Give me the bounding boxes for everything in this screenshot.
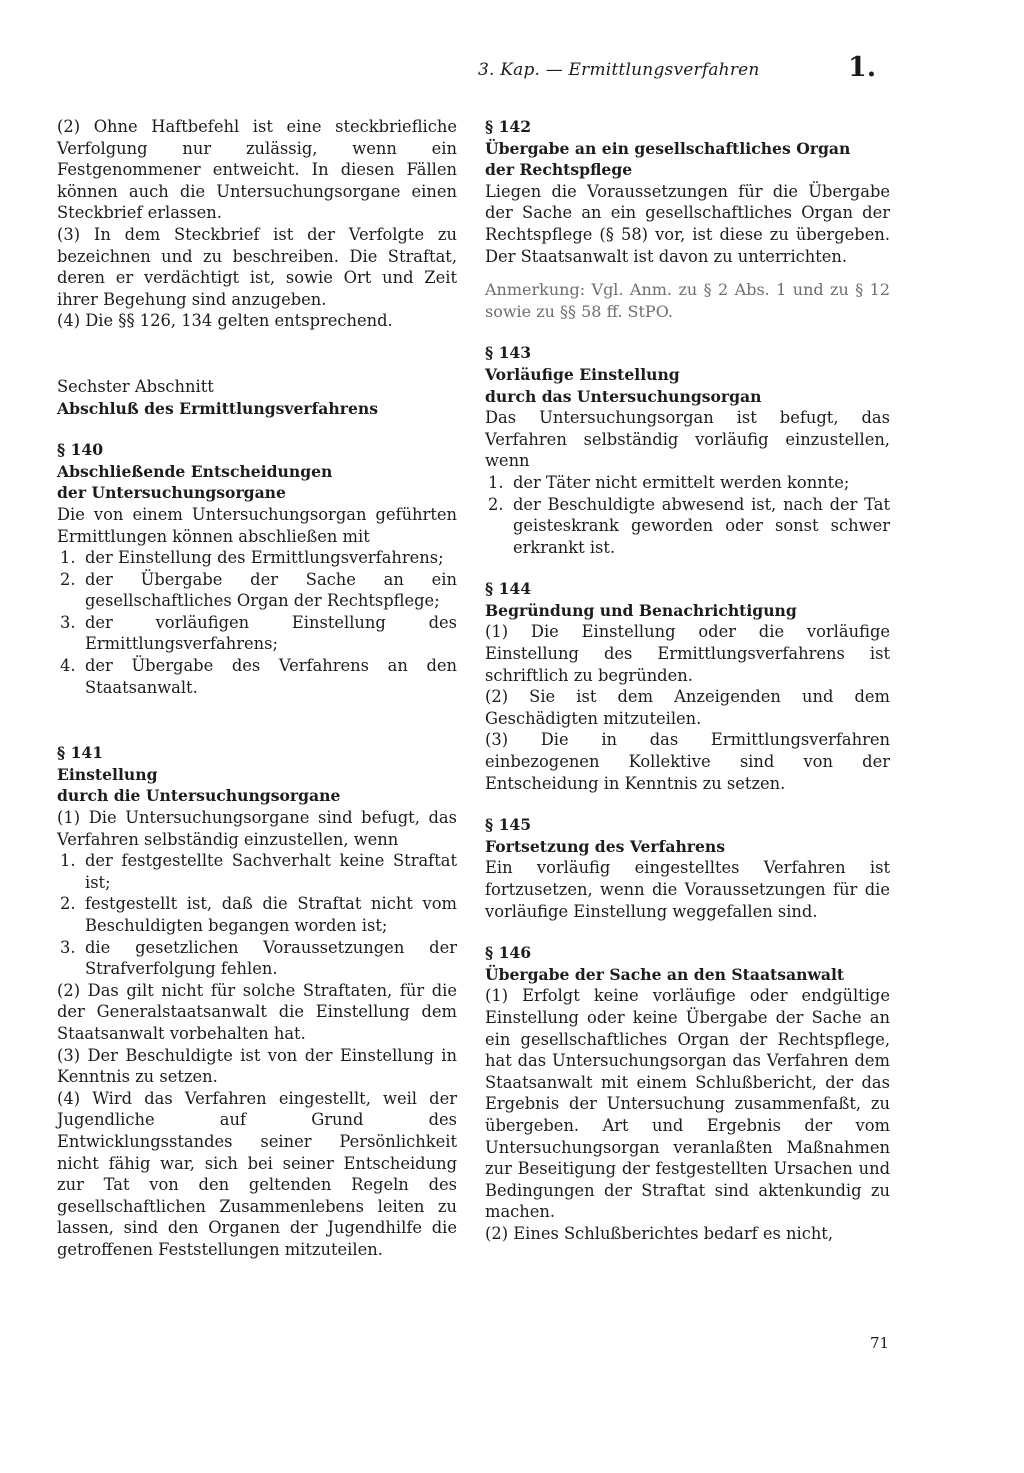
heading-140-line-2: der Untersuchungsorgane [57,483,286,503]
page-number: 71 [870,1334,890,1352]
list-140 [57,547,457,698]
paragraph-number-144: § 144 [485,579,532,599]
paragraph-141-1: (1) Die Untersuchungsorgane sind befugt, das Verfahren selbständig einzustellen, wenn [57,808,457,849]
list-item: 2. der Beschuldigte abwesend ist, nach der Tat geisteskrank geworden oder sonst schwer erkrankt ist. [488,494,890,557]
section-label: Sechster Abschnitt [57,376,214,396]
annotation-note: Anmerkung: Vgl. Anm. zu § 2 Abs. 1 und zu § 12 sowie zu §§ 58 ff. StPO. [485,280,890,321]
paragraph-141-2: (2) Das gilt nicht für solche Straftaten, für die der Generalstaatsanwalt die Einstellung dem Staatsanwalt vorbehalten hat. [57,980,457,1043]
paragraph-number-146: § 146 [485,943,532,963]
heading-145: Fortsetzung des Verfahrens [485,836,726,856]
paragraph-139-3: (3) In dem Steckbrief ist der Verfolgte zu bezeichnen und zu beschreiben. Die Straftat, deren er verdächtigt ist, sowie Ort und Zeit ihrer Begehung sind anzugeben. [57,224,457,309]
list-item: 3. die gesetzlichen Voraussetzungen der Strafverfolgung fehlen. [60,937,457,979]
section-title: Abschluß des Ermittlungsverfahrens [57,398,378,418]
right-column [485,116,890,1245]
list-item: 2. der Übergabe der Sache an ein gesellschaftliches Organ der Rechtspflege; [60,569,457,611]
paragraph-139-2: (2) Ohne Haftbefehl ist eine steckbriefliche Verfolgung nur zulässig, wenn ein Festgenommener entweicht. In diesen Fällen können auch die Untersuchungsorgane einen Steckbrief erlassen. [57,117,457,223]
heading-146: Übergabe der Sache an den Staatsanwalt [485,964,845,984]
paragraph-number-142: § 142 [485,117,532,136]
heading-141-line-2: durch die Untersuchungsorgane [57,786,341,806]
list-item: 1. der Täter nicht ermittelt werden konnte; [488,472,850,492]
paragraph-144-3: (3) Die in das Ermittlungsverfahren einbezogenen Kollektive sind von der Entscheidung in Kenntnis zu setzen. [485,730,890,793]
paragraph-number-145: § 145 [485,815,532,835]
paragraph-number-141: § 141 [57,743,104,763]
paragraph-143-intro: Das Untersuchungsorgan ist befugt, das Verfahren selbständig vorläufig einzustellen, wenn [485,408,890,471]
list-item: 2. festgestellt ist, daß die Straftat nicht vom Beschuldigten begangen worden ist; [60,894,457,935]
paragraph-number-140: § 140 [57,440,104,460]
paragraph-141-3: (3) Der Beschuldigte ist von der Einstellung in Kenntnis zu setzen. [57,1045,457,1087]
list-item: 1. der Einstellung des Ermittlungsverfahrens; [60,548,444,568]
running-head: 3. Kap. — Ermittlungsverfahren [478,60,760,80]
paragraph-144-1: (1) Die Einstellung oder die vorläufige Einstellung des Ermittlungsverfahrens ist schriftlich zu begründen. [485,622,890,685]
list-item: 4. der Übergabe des Verfahrens an den Staatsanwalt. [60,656,457,697]
paragraph-139-4: (4) Die §§ 126, 134 gelten entsprechend. [57,311,393,331]
left-column [57,116,457,1261]
heading-140-line-1: Abschließende Entscheidungen [57,461,333,481]
paragraph-number-143: § 143 [485,343,532,363]
paragraph-140-intro: Die von einem Untersuchungsorgan geführten Ermittlungen können abschließen mit [57,504,457,546]
paragraph-144-2: (2) Sie ist dem Anzeigenden und dem Geschädigten mitzuteilen. [485,687,890,728]
paragraph-141-4: (4) Wird das Verfahren eingestellt, weil der Jugendliche auf Grund des Entwicklungsstandes seiner Persönlichkeit nicht fähig war, sich bei seiner Entscheidung zur Tat von den geltenden Regeln des gesellschaftlichen Zusammenlebens leiten zu lassen, sind den Organen der Jugendhilfe die getroffenen Feststellungen mitzuteilen. [57,1088,457,1259]
list-143 [485,472,890,558]
heading-143-line-1: Vorläufige Einstellung [485,364,680,384]
heading-144: Begründung und Benachrichtigung [485,600,797,620]
heading-143-line-2: durch das Untersuchungsorgan [485,386,762,406]
paragraph-142: Liegen die Voraussetzungen für die Übergabe der Sache an ein gesellschaftliches Organ der Rechtspflege (§ 58) vor, ist diese zu übergeben. Der Staatsanwalt ist davon zu unterrichten. [485,181,890,266]
paragraph-146-2: (2) Eines Schlußberichtes bedarf es nicht, [485,1223,834,1243]
paragraph-145: Ein vorläufig eingestelltes Verfahren ist fortzusetzen, wenn die Voraussetzungen für die vorläufige Einstellung weggefallen sind. [485,858,890,921]
heading-141-line-1: Einstellung [57,764,158,784]
list-item: 3. der vorläufigen Einstellung des Ermittlungsverfahrens; [60,612,457,654]
chapter-number: 1. [848,52,877,83]
heading-142-line-1: Übergabe an ein gesellschaftliches Organ [485,138,851,158]
list-item: 1. der festgestellte Sachverhalt keine Straftat ist; [60,851,457,892]
heading-142-line-2: der Rechtspflege [485,160,633,180]
paragraph-146-1: (1) Erfolgt keine vorläufige oder endgültige Einstellung oder keine Übergabe der Sache an ein gesellschaftliches Organ der Rechtspflege, hat das Untersuchungsorgan das Verfahren dem Staatsanwalt mit einem Schlußbericht, der das Ergebnis der Untersuchung zusammenfaßt, zu übergeben. Art und Ergebnis der vom Untersuchungsorgan veranlaßten Maßnahmen zur Beseitigung der festgestellten Ursachen und Bedingungen der Straftat sind aktenkundig zu machen. [485,986,890,1222]
list-141 [57,850,457,980]
